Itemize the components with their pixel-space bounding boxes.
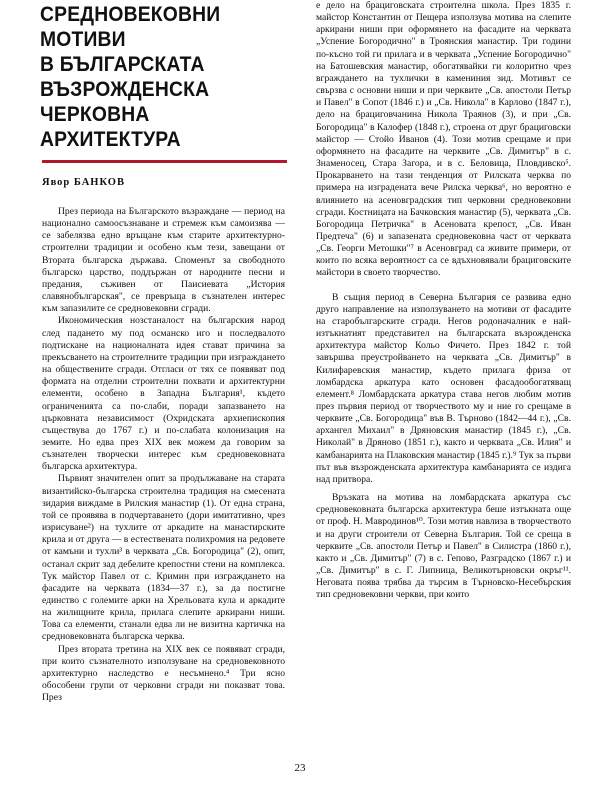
paragraph: През втората третина на XIX век се появяват сгради, при които съзнателното използуване на средновековното архитектурно наследство е несъмнено.⁴ Три ясно обособени групи от черковни сгради ни показват това. През (42, 643, 285, 704)
title-line: ЧЕРКОВНА АРХИТЕКТУРА (40, 103, 181, 151)
page-number: 23 (294, 762, 306, 774)
paragraph: През периода на Българското възраждане — период на национално самоосъзнаване и стремеж към самоизява — се забелязва едно връщане към старите архитектурно-строителни традиции и особено към тези, завещани от Втората българска държава. Споменът за свободното българско царство, поддържан от народните песни и предания, съживен от Паисиевата „История славянобългарская", се превръща в съзнателен интерес към запазилите се средновековни сгради. (42, 206, 285, 315)
article-title (40, 2, 265, 152)
left-column-text (30, 206, 285, 704)
title-line: В БЪЛГАРСКАТА (40, 53, 205, 76)
author-byline: Явор БАНКОВ (42, 177, 125, 188)
title-line: СРЕДНОВЕКОВНИ МОТИВИ (40, 3, 221, 51)
right-column-text (316, 0, 571, 602)
paragraph: Икономическия нозстаналост на българския народ след падането му под османско иго и последвалото подтискане на националната идея стават причина за прекъсването на строителните традиции при изграждането на обществените сгради. Отгласи от тях се появяват под формата на отделни строителни похвати и архитектурни елементи, особено в Западна България¹, където ограниченията са по-слаби, поради запазването на църковната независимост (Охридската архиепископия съществува до 1767 г.) и по-слабата колонизация на земите. Но едва през XIX век можем да говорим за съзнателен творчески интерес към средновековната българска архитектура. (42, 315, 285, 473)
left-column (30, 0, 285, 704)
paragraph: Първият значителен опит за продължаване на старата византийско-българска строителна традиция на смесената зидария виждаме в Рилския манастир (1). От една страна, той се проявява в подчертаването (дори имитативно, чрез изрисуване²) на тухлите от аркадите на манастирските крила и от друга — в естествената полихромия на редовете от камъни и тухли³ в черквата „Св. Богородица" (2), опит, останал скрит зад дебелите крепостни стени на комплекса. Тук майстор Павел от с. Кримин при изграждането на фасадите на черквата (1834—37 г.), за да постигне единство с големите арки на Хрельовата кула и аркадите на жилищните крила, прилага слепите аркирани ниши. Това са елементи, станали едва ли не визитна картичка на средновековната българска черква. (42, 473, 285, 643)
paragraph: е дело на брациговската строителна школа. През 1835 г. майстор Константин от Пещера използува мотива на слепите аркирани ниши при оформянето на фасадите на черквата „Успение Богородично" в Троянския манастир. Три години по-късно той ги прилага и в черквата „Успение Богородично" на Батошевския манастир, обогатявайки ги колоритно чрез вграждането на тухлички в камениния зид. Мотивът се свързва с основни ниши и при черквите „Св. апостоли Петър и Павел" в Сопот (1846 г.) и „Св. Никола" в Карлово (1847 г.), дело на брациговчанина Никола Траянов (3), и при „Св. Богородица" в Калофер (1848 г.), строена от друг брациговски майстор — Стойо Иванов (4). Този мотив срещаме и при оформянето на фасадите на черквите „Св. Димитър" в с. Знаменосец, Стара Загора, и в с. Беловица, Пловдивско⁵. Прокарването на тази тенденция от Рилската черква по примера на изградената вече Рилска черква⁶, но вероятно е влиянието на асеновградския тип черковни средновековни сгради. Костницата на Бачковския манастир (5), черквата „Св. Богородица Петричка" в Асеновата крепост, „Св. Иван Предтеча" (6) и запазената средновековна част от черквата „Св. Георги Метошки"⁷ в Асеновград са живите примери, от които по всяка вероятност са се вдъхновявали брациговските майстори в своето творчество. (316, 0, 571, 279)
paragraph: В същия период в Северна България се развива едно друго направление на използуването на мотиви от фасадите на старобългарските сгради. Негов родоначалник е най-изтъкнатият представител на българската възрожденска архитектура майстор Кольо Фичето. През 1842 г. той завършва преустройването на черквата „Св. Димитър" в Килифаревския манастир, където прилага фриза от ломбардска аркатура като основен фасадообогатяващ елемент.⁸ Ломбардската аркатура става негов любим мотив през първия период от творчеството му и ние го срещаме в черквите „Св. Богородица" във В. Търново (1842—44 г.), „Св. архангел Михаил" в Дряновския манастир (1845 г.), „Св. Николай" в Дряново (1851 г.), както и черквата „Св. Илия" и камбанарията на Плаковския манастир (1845 г.).⁹ Тук за първи път във възрожденската архитектура камбанарията се издига над притвора. (316, 291, 571, 485)
paragraph: Връзката на мотива на ломбардската аркатура със средновековната българска архитектура беше изтъкната още от проф. Н. Мавродинов¹⁰. Този мотив навлиза в творчеството и на други строители от Северна България. Той се среща в черквите „Св. апостоли Петър и Павел" в Силистра (1860 г.), както и „Св. Димитър" (7) в с. Гепово, Разградско (1867 г.) и „Св. Димитър" в с. Г. Липница, Великотърновски окръг¹¹. Неговата поява трябва да търсим в Търновско-Несебърския тип средновековни черкви, при които (316, 492, 571, 601)
title-divider (42, 160, 287, 163)
title-line: ВЪЗРОЖДЕНСКА (40, 78, 210, 101)
right-column (316, 0, 571, 602)
